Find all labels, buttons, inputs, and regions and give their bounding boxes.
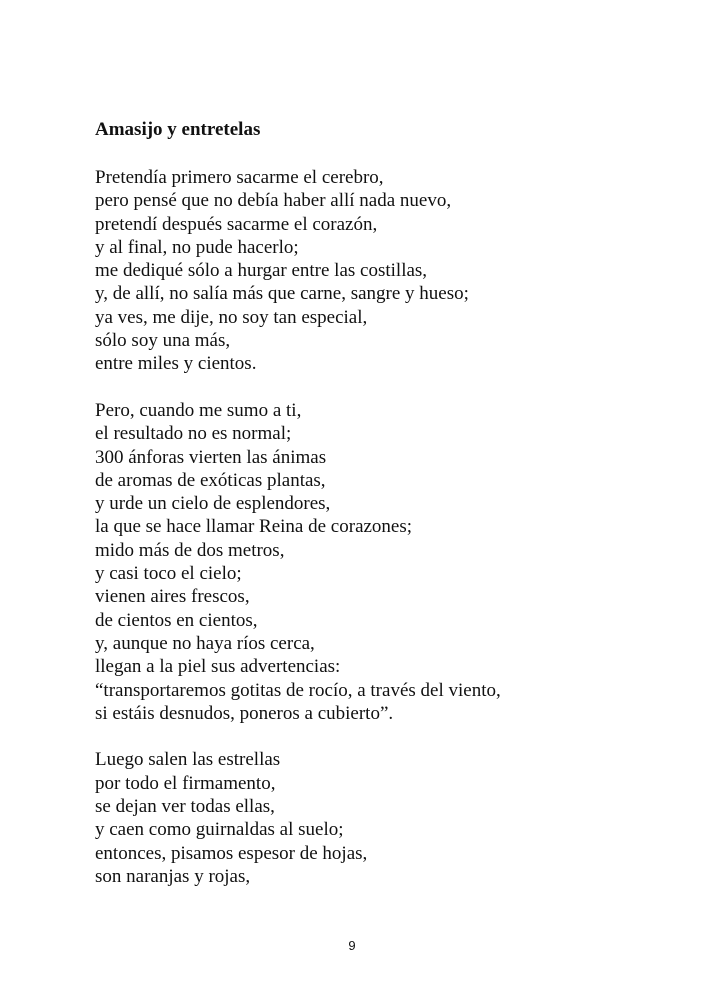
poem-line: y, aunque no haya ríos cerca, [95,632,315,654]
poem-line: pero pensé que no debía haber allí nada nuevo, [95,190,452,212]
poem-line: y casi toco el cielo; [95,563,242,585]
poem-line: son naranjas y rojas, [95,865,251,887]
stanza-1 [95,166,685,376]
poem-line: el resultado no es normal; [95,423,292,445]
poem-line: pretendí después sacarme el corazón, [95,213,378,235]
poem-line: sólo soy una más, [95,330,231,352]
poem-line: 300 ánforas vierten las ánimas [95,446,327,468]
poem-line: Pretendía primero sacarme el cerebro, [95,167,384,188]
poem-line: Luego salen las estrellas [95,749,281,771]
poem-line: y urde un cielo de esplendores, [95,493,331,515]
stanza-3 [95,748,685,888]
poem-line: llegan a la piel sus advertencias: [95,656,341,678]
poem-line: entre miles y cientos. [95,353,257,375]
poem-line: y al final, no pude hacerlo; [95,236,299,258]
poem-line: y caen como guirnaldas al suelo; [95,819,344,841]
poem-line: se dejan ver todas ellas, [95,796,275,818]
poem-line: “transportaremos gotitas de rocío, a través del viento, [95,679,501,701]
poem-body [95,166,685,888]
stanza-2 [95,399,685,725]
poem-line: de aromas de exóticas plantas, [95,469,326,491]
poem-line: si estáis desnudos, poneros a cubierto”. [95,702,394,724]
page-number: 9 [348,938,356,953]
poem-line: y, de allí, no salía más que carne, sangre y hueso; [95,283,469,305]
poem-line: ya ves, me dije, no soy tan especial, [95,306,368,328]
poem-line: vienen aires frescos, [95,586,250,608]
poem-line: mido más de dos metros, [95,539,285,561]
poem-line: la que se hace llamar Reina de corazones; [95,516,413,538]
poem-line: por todo el firmamento, [95,772,276,794]
poem-line: de cientos en cientos, [95,609,258,631]
poem-title: Amasijo y entretelas [95,119,261,140]
poem-line: me dediqué sólo a hurgar entre las costillas, [95,260,428,282]
poem-line: Pero, cuando me sumo a ti, [95,399,302,421]
poem-line: entonces, pisamos espesor de hojas, [95,842,368,864]
